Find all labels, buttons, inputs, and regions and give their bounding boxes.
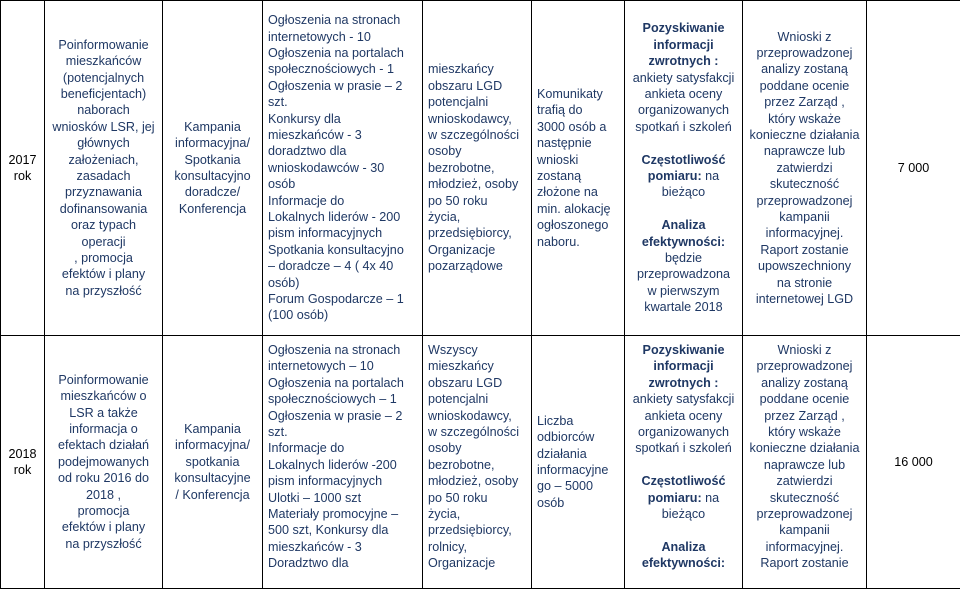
- cell-line: (100 osób): [268, 308, 329, 323]
- cell-line: założeniach,: [68, 152, 139, 167]
- tools-cell: [263, 336, 423, 589]
- cell-line: efektów i plany: [61, 520, 146, 535]
- cell-line: operacji: [81, 234, 126, 249]
- evaluation-heading: informacji: [653, 359, 714, 374]
- results-cell: [532, 336, 625, 589]
- cell-line: Poinformowanie: [58, 37, 149, 52]
- cell-line: od roku 2016 do: [57, 471, 150, 486]
- cell-line: analizy zostaną: [761, 62, 848, 77]
- evaluation-heading: pomiaru:: [647, 490, 702, 505]
- cell-line: zatwierdzi: [776, 474, 833, 489]
- evaluation-line: [630, 358, 737, 374]
- cell-line: Informacje do: [268, 441, 345, 456]
- cell-line: obszaru LGD: [428, 375, 503, 390]
- cell-line: który wskaże: [768, 111, 841, 126]
- cell-line: Wszyscy: [428, 343, 478, 357]
- cell-line: bezrobotne,: [428, 160, 495, 175]
- evaluation-heading: Częstotliwość: [641, 474, 726, 489]
- cell-line: Raport zostanie: [760, 556, 849, 571]
- goal-cell: [45, 1, 163, 336]
- cell-line: obszaru LGD: [428, 78, 503, 93]
- evaluation-text: ankiety satysfakcji: [632, 392, 735, 407]
- cell-line: naborach: [77, 103, 130, 118]
- cell-line: LSR a także: [69, 405, 138, 420]
- evaluation-heading: informacji: [653, 37, 714, 52]
- evaluation-heading: pomiaru:: [647, 169, 702, 183]
- cell-line: zostaną: [537, 169, 582, 183]
- cell-line: poddane ocenie: [759, 392, 850, 407]
- cell-line: Ogłoszenia na portalach: [268, 375, 404, 390]
- cell-line: Ogłoszenia w prasie – 2: [268, 78, 403, 93]
- cell-line: skuteczność: [769, 490, 840, 505]
- cell-line: Doradztwo dla: [268, 556, 349, 571]
- cell-line: osoby: [428, 144, 462, 159]
- cell-line: internetowej LGD: [755, 292, 854, 307]
- cell-line: konieczne działania: [749, 127, 860, 142]
- cell-line: informacyjne: [537, 463, 609, 477]
- conclusions-cell: [743, 336, 867, 589]
- results-cell: [532, 1, 625, 336]
- evaluation-line: [630, 184, 737, 200]
- cell-line: konsultacyjne: [174, 471, 251, 486]
- evaluation-heading: Pozyskiwanie: [642, 343, 725, 357]
- evaluation-line: [630, 375, 737, 391]
- cell-line: Raport zostanie: [760, 242, 849, 257]
- cell-line: następnie: [537, 136, 592, 151]
- evaluation-cell: [625, 1, 743, 336]
- cell-line: przez Zarząd ,: [764, 95, 845, 110]
- cell-line: Konkursy dla: [268, 111, 341, 126]
- evaluation-text: na: [701, 169, 720, 183]
- evaluation-heading: zwrotnych :: [648, 375, 719, 390]
- cell-line: Organizacje: [428, 242, 496, 257]
- evaluation-line: [630, 408, 737, 424]
- evaluation-text: organizowanych: [637, 103, 729, 118]
- cell-line: beneficjentach): [60, 86, 147, 101]
- cell-line: mieszkańców o: [60, 389, 147, 404]
- cell-line: Liczba: [537, 413, 574, 428]
- cell-line: upowszechniony: [757, 259, 852, 274]
- cell-line: Komunikaty: [537, 86, 603, 101]
- cell-line: złożone na: [537, 185, 598, 200]
- cell-line: rolnicy,: [428, 539, 467, 554]
- cell-line: Informacje do: [268, 193, 345, 208]
- cell-line: działania: [537, 446, 587, 461]
- evaluation-line: [630, 299, 737, 315]
- cell-line: społecznościowych - 1: [268, 62, 394, 77]
- cell-line: przez Zarząd ,: [764, 408, 845, 423]
- cell-line: informacja o: [69, 421, 138, 436]
- evaluation-heading: efektywności:: [641, 234, 726, 249]
- cell-line: Lokalnych liderów - 200: [268, 210, 401, 225]
- cell-line: wniosków LSR, jej: [52, 119, 155, 134]
- cell-line: przeprowadzonej: [756, 507, 853, 522]
- cell-line: Ogłoszenia na stronach: [268, 13, 401, 28]
- evaluation-line: [630, 555, 737, 571]
- cell-line: rok: [13, 169, 32, 183]
- cell-line: dofinansowania: [59, 201, 148, 216]
- cell-line: rok: [13, 463, 32, 477]
- target-group-cell: [423, 336, 532, 589]
- cell-line: 500 szt, Konkursy dla: [268, 523, 389, 538]
- evaluation-line: [630, 522, 737, 538]
- cell-line: na przyszłość: [65, 283, 142, 298]
- cell-line: konieczne działania: [749, 441, 860, 456]
- cell-line: naboru.: [537, 234, 580, 249]
- evaluation-line: [630, 86, 737, 102]
- cell-line: informacyjna/: [175, 136, 250, 151]
- cell-line: mieszkańcy: [428, 62, 494, 77]
- evaluation-line: [630, 457, 737, 473]
- cell-line: pozarządowe: [428, 259, 503, 274]
- evaluation-heading: zwrotnych :: [648, 54, 719, 69]
- cell-line: 2017: [8, 152, 37, 167]
- cell-line: młodzież, osoby: [428, 177, 519, 192]
- cell-line: Kampania: [184, 119, 241, 134]
- cell-line: 2018 ,: [85, 487, 121, 502]
- cell-line: odbiorców: [537, 430, 595, 445]
- cell-line: przedsiębiorcy,: [428, 523, 512, 538]
- cell-line: Ogłoszenia w prasie – 2: [268, 408, 403, 423]
- cell-line: osoby: [428, 441, 462, 456]
- cell-line: doradcze/: [184, 185, 241, 200]
- evaluation-line: [630, 506, 737, 522]
- cell-line: informacyjna/: [175, 438, 250, 453]
- cell-line: na stronie: [776, 275, 833, 290]
- table-row: [1, 336, 960, 589]
- cell-line: w szczególności: [428, 127, 519, 142]
- evaluation-heading: Analiza: [661, 218, 706, 233]
- goal-cell: [45, 336, 163, 589]
- cell-line: Ogłoszenia na portalach: [268, 45, 404, 60]
- cell-line: doradztwo dla: [268, 144, 347, 159]
- evaluation-line: [630, 266, 737, 282]
- cell-line: głównych: [77, 136, 130, 151]
- evaluation-line: [630, 102, 737, 118]
- evaluation-text: organizowanych: [637, 425, 729, 440]
- evaluation-text: bieżąco: [661, 507, 706, 522]
- evaluation-line: [630, 391, 737, 407]
- form-cell: [163, 1, 263, 336]
- cell-line: efektów i plany: [61, 267, 146, 282]
- cell-line: spotkania: [185, 454, 240, 469]
- cell-line: przedsiębiorcy,: [428, 226, 512, 241]
- cell-line: Poinformowanie: [58, 372, 149, 387]
- cell-line: Lokalnych liderów -200: [268, 457, 397, 472]
- cell-line: który wskaże: [768, 425, 841, 440]
- cell-line: skuteczność: [769, 177, 840, 192]
- cell-line: bezrobotne,: [428, 457, 495, 472]
- cell-line: trafią do: [537, 103, 583, 118]
- cell-line: / Konferencja: [175, 487, 250, 502]
- conclusions-cell: [743, 1, 867, 336]
- cell-line: kampanii: [779, 523, 830, 538]
- evaluation-text: przeprowadzona: [636, 267, 731, 282]
- evaluation-line: [630, 201, 737, 217]
- cell-line: po 50 roku: [428, 490, 488, 505]
- cell-line: wnioskodawcy,: [428, 408, 512, 423]
- evaluation-line: [630, 119, 737, 135]
- evaluation-line: [630, 342, 737, 358]
- cell-line: pism informacyjnych: [268, 226, 383, 241]
- cell-line: konsultacyjno: [174, 169, 251, 183]
- cell-line: osób): [268, 275, 300, 290]
- evaluation-text: na: [701, 490, 720, 505]
- cell-line: Konferencja: [178, 201, 247, 216]
- evaluation-text: spotkań i szkoleń: [635, 441, 732, 456]
- cell-line: przyznawania: [64, 185, 142, 200]
- cell-line: Ulotki – 1000 szt: [268, 490, 362, 505]
- cell-line: 3000 osób a: [537, 119, 607, 134]
- evaluation-line: [630, 440, 737, 456]
- cell-line: mieszkańcy: [428, 359, 494, 374]
- tools-cell: [263, 1, 423, 336]
- cell-line: Spotkania konsultacyjno: [268, 242, 404, 257]
- year-cell: [1, 336, 45, 589]
- evaluation-line: [630, 53, 737, 69]
- form-cell: [163, 336, 263, 589]
- cell-line: na przyszłość: [65, 536, 142, 551]
- table-row: [1, 1, 960, 336]
- cell-line: internetowych - 10: [268, 29, 371, 44]
- cell-line: promocja: [77, 504, 130, 519]
- evaluation-line: [630, 250, 737, 266]
- cell-line: ogłoszonego: [537, 218, 609, 233]
- cell-line: informacyjnej.: [765, 226, 844, 241]
- target-group-cell: [423, 1, 532, 336]
- evaluation-line: [630, 168, 737, 184]
- cell-line: życia,: [428, 507, 461, 522]
- evaluation-line: [630, 234, 737, 250]
- evaluation-line: [630, 424, 737, 440]
- cell-line: , promocja: [74, 251, 133, 266]
- cell-line: Organizacje: [428, 556, 496, 571]
- cell-line: Materiały promocyjne –: [268, 507, 399, 522]
- budget-cell: [867, 336, 960, 589]
- cell-line: naprawcze lub: [763, 457, 846, 472]
- cell-line: 2018: [8, 446, 37, 461]
- cell-line: kampanii: [779, 210, 830, 225]
- evaluation-line: [630, 539, 737, 555]
- cell-line: osób: [268, 177, 296, 192]
- cell-line: Wnioski z: [777, 29, 832, 44]
- evaluation-line: [630, 135, 737, 151]
- cell-line: oraz typach: [70, 218, 137, 233]
- cell-line: życia,: [428, 210, 461, 225]
- cell-line: Spotkania: [184, 152, 241, 167]
- cell-line: go – 5000: [537, 479, 594, 494]
- cell-line: 16 000: [894, 454, 933, 469]
- cell-line: pism informacyjnych: [268, 474, 383, 489]
- evaluation-line: [630, 490, 737, 506]
- evaluation-heading: Pozyskiwanie: [642, 21, 725, 36]
- cell-line: potencjalni: [428, 95, 489, 110]
- evaluation-cell: [625, 336, 743, 589]
- cell-line: mieszkańców: [65, 54, 142, 69]
- cell-line: naprawcze lub: [763, 144, 846, 159]
- cell-line: efektach działań: [57, 438, 150, 453]
- cell-line: min. alokację: [537, 201, 611, 216]
- cell-line: osób: [537, 495, 565, 510]
- cell-line: młodzież, osoby: [428, 474, 519, 489]
- cell-line: Forum Gospodarcze – 1: [268, 292, 404, 307]
- evaluation-heading: efektywności:: [641, 556, 726, 571]
- cell-line: internetowych – 10: [268, 359, 374, 374]
- evaluation-line: [630, 37, 737, 53]
- cell-line: Ogłoszenia na stronach: [268, 343, 401, 357]
- evaluation-text: ankiety satysfakcji: [632, 70, 735, 85]
- evaluation-heading: Analiza: [661, 539, 706, 554]
- cell-line: podejmowanych: [57, 454, 149, 469]
- cell-line: wnioskodawców - 30: [268, 160, 385, 175]
- evaluation-line: [630, 152, 737, 168]
- evaluation-text: bieżąco: [661, 185, 706, 200]
- cell-line: społecznościowych – 1: [268, 392, 397, 407]
- cell-line: poddane ocenie: [759, 78, 850, 93]
- cell-line: analizy zostaną: [761, 375, 848, 390]
- cell-line: szt.: [268, 425, 288, 440]
- evaluation-text: będzie: [664, 251, 703, 266]
- cell-line: informacyjnej.: [765, 539, 844, 554]
- evaluation-line: [630, 473, 737, 489]
- cell-line: zatwierdzi: [776, 160, 833, 175]
- budget-cell: [867, 1, 960, 336]
- evaluation-text: spotkań i szkoleń: [635, 119, 732, 134]
- evaluation-text: w pierwszym: [647, 283, 720, 298]
- cell-line: wnioskodawcy,: [428, 111, 512, 126]
- cell-line: Kampania: [184, 421, 241, 436]
- evaluation-text: kwartale 2018: [644, 300, 723, 315]
- evaluation-heading: Częstotliwość: [641, 152, 726, 167]
- evaluation-line: [630, 283, 737, 299]
- cell-line: Wnioski z: [777, 343, 832, 357]
- cell-line: zasadach: [76, 169, 131, 183]
- cell-line: szt.: [268, 95, 288, 110]
- evaluation-text: ankieta oceny: [644, 86, 723, 101]
- cell-line: po 50 roku: [428, 193, 488, 208]
- cell-line: – doradcze – 4 ( 4x 40: [268, 259, 394, 274]
- cell-line: przeprowadzonej: [756, 45, 853, 60]
- evaluation-line: [630, 20, 737, 36]
- cell-line: wnioski: [537, 152, 579, 167]
- cell-line: przeprowadzonej: [756, 193, 853, 208]
- cell-line: (potencjalnych: [62, 70, 145, 85]
- cell-line: mieszkańców - 3: [268, 127, 362, 142]
- cell-line: w szczególności: [428, 425, 519, 440]
- cell-line: mieszkańców - 3: [268, 539, 362, 554]
- cell-line: potencjalni: [428, 392, 489, 407]
- year-cell: [1, 1, 45, 336]
- cell-line: 7 000: [897, 160, 930, 175]
- evaluation-line: [630, 217, 737, 233]
- cell-line: przeprowadzonej: [756, 359, 853, 374]
- evaluation-line: [630, 70, 737, 86]
- evaluation-text: ankieta oceny: [644, 408, 723, 423]
